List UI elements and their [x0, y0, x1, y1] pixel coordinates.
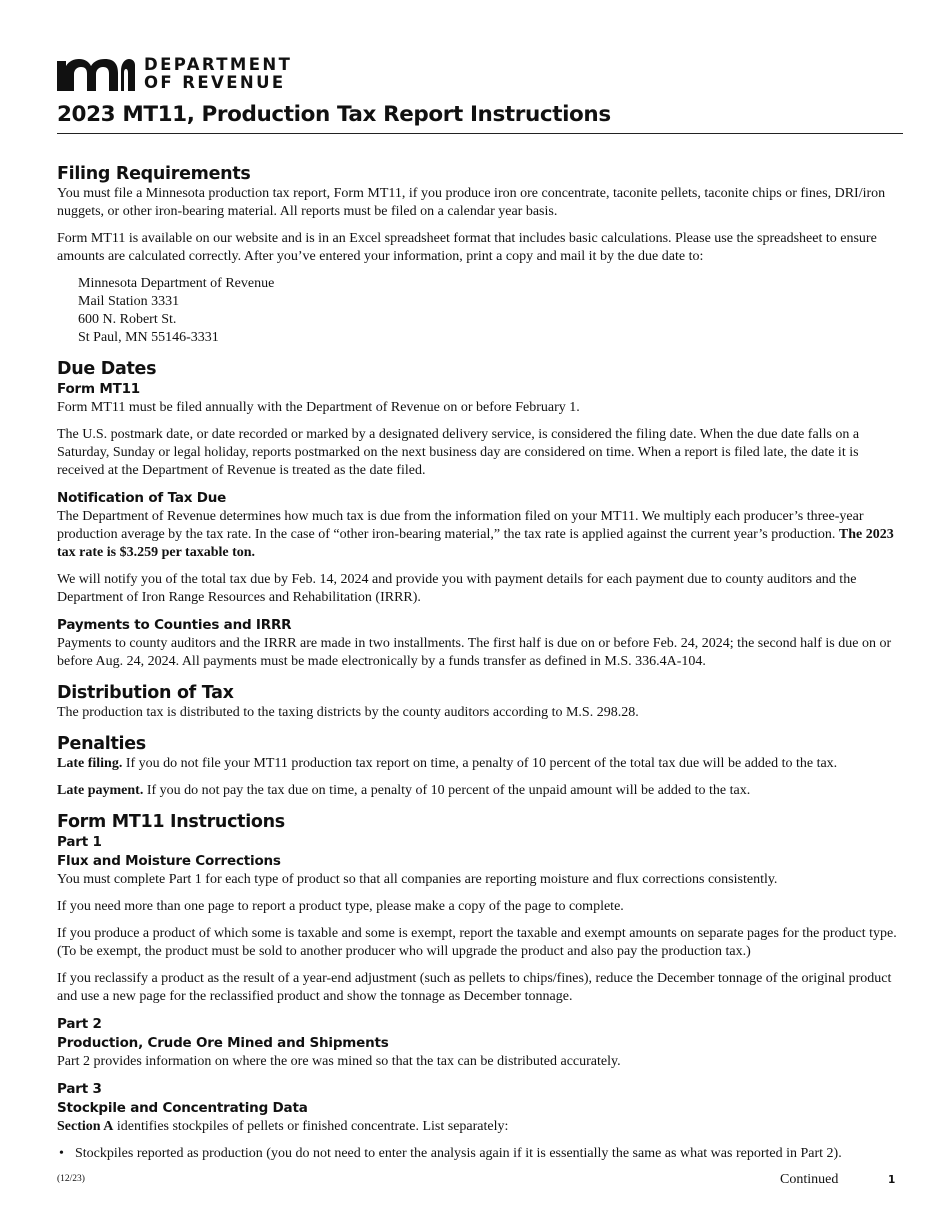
- due-paragraph-1: Form MT11 must be filed annually with the Department of Revenue on or before February 1.: [57, 400, 580, 415]
- instructions-section: [57, 811, 903, 1163]
- filing-paragraph-1: You must file a Minnesota production tax report, Form MT11, if you produce iron ore concentrate, taconite pellets, taconite chips or fines, DRI/iron nuggets, or other iron-bearing material. All reports must be filed on a calendar year basis.: [57, 186, 886, 219]
- address-line: St Paul, MN 55146-3331: [78, 330, 219, 345]
- part-1-paragraph-3: If you produce a product of which some is taxable and some is exempt, report the taxable and exempt amounts on separate pages for the product type. (To be exempt, the product must be sold to another producer who will upgrade the product and also pay the production tax.): [57, 926, 897, 959]
- part-1-paragraph-1: You must complete Part 1 for each type of product so that all companies are reporting moisture and flux corrections consistently.: [57, 872, 778, 887]
- section-a-label: Section A: [57, 1119, 114, 1134]
- page-number: 1: [888, 1174, 896, 1186]
- filing-requirements-section: [57, 163, 903, 347]
- late-payment-text: If you do not pay the tax due on time, a penalty of 10 percent of the unpaid amount will be added to the tax.: [143, 783, 751, 798]
- document-page: [57, 54, 903, 1163]
- due-dates-section: [57, 358, 903, 671]
- notification-text: The Department of Revenue determines how much tax is due from the information filed on your MT11. We multiply each producer’s three-year production average by the tax rate. In the case of “other iron-bearing material,” the tax rate is applied against the current year’s production.: [57, 509, 864, 542]
- instructions-heading: Form MT11 Instructions: [57, 812, 285, 832]
- document-title: 2023 MT11, Production Tax Report Instructions: [57, 102, 903, 134]
- late-filing-text: If you do not file your MT11 production tax report on time, a penalty of 10 percent of the total tax due will be added to the tax.: [122, 756, 838, 771]
- logo-line-2: OF REVENUE: [144, 73, 286, 92]
- section-a-text: identifies stockpiles of pellets or finished concentrate. List separately:: [113, 1119, 509, 1134]
- address-line: Minnesota Department of Revenue: [78, 276, 275, 291]
- distribution-paragraph: The production tax is distributed to the taxing districts by the county auditors according to M.S. 298.28.: [57, 705, 639, 720]
- payments-paragraph: Payments to county auditors and the IRRR are made in two installments. The first half is due on or before Feb. 24, 2024; the second half is due on or before Aug. 24, 2024. All payments must be made electronically by a funds transfer as defined in M.S. 336.4A-104.: [57, 636, 892, 669]
- part-1-heading: Part 1: [57, 834, 102, 850]
- part-3-subheading: Stockpile and Concentrating Data: [57, 1100, 308, 1116]
- address-line: 600 N. Robert St.: [78, 312, 177, 327]
- mn-logo-icon: [57, 57, 135, 91]
- due-dates-heading: Due Dates: [57, 359, 157, 379]
- continued-label: Continued: [780, 1172, 839, 1187]
- notification-paragraph-1: [57, 508, 903, 562]
- department-name: [144, 56, 292, 92]
- department-logo: [57, 54, 903, 94]
- part-2-subheading: Production, Crude Ore Mined and Shipments: [57, 1035, 389, 1051]
- revision-date: (12/23): [57, 1174, 85, 1184]
- late-payment-label: Late payment.: [57, 783, 144, 798]
- address-line: Mail Station 3331: [78, 294, 180, 309]
- part-2-paragraph: Part 2 provides information on where the ore was mined so that the tax can be distributed accurately.: [57, 1054, 621, 1069]
- payments-subheading: Payments to Counties and IRRR: [57, 617, 292, 633]
- distribution-heading: Distribution of Tax: [57, 683, 234, 703]
- part-1-subheading: Flux and Moisture Corrections: [57, 853, 281, 869]
- list-item: [57, 1145, 903, 1163]
- penalties-heading: Penalties: [57, 734, 146, 754]
- list-item-text: Stockpiles reported as production (you do not need to enter the analysis again if it is essentially the same as what was reported in Part 2).: [75, 1146, 842, 1161]
- filing-requirements-heading: Filing Requirements: [57, 164, 251, 184]
- mailing-address: [57, 275, 903, 347]
- form-mt11-subheading: Form MT11: [57, 381, 141, 397]
- penalties-section: [57, 733, 903, 800]
- tax-rate-text: The 2023 tax rate is $3.259 per taxable ton.: [57, 527, 894, 560]
- distribution-section: [57, 682, 903, 722]
- logo-line-1: DEPARTMENT: [144, 55, 293, 74]
- part-3-paragraph: [57, 1118, 903, 1136]
- filing-paragraph-2: Form MT11 is available on our website and is in an Excel spreadsheet format that includes basic calculations. Please use the spreadsheet to ensure amounts are calculated correctly. After you’ve entered your information, print a copy and mail it by the due date to:: [57, 231, 877, 264]
- part-3-heading: Part 3: [57, 1081, 102, 1097]
- due-paragraph-2: The U.S. postmark date, or date recorded or marked by a designated delivery service, is considered the filing date. When the due date falls on a Saturday, Sunday or legal holiday, reports postmarked on the next business day are considered on time. When a report is filed late, the date it is received at the Department of Revenue is treated as the date filed.: [57, 427, 860, 478]
- bullet-icon: •: [59, 1146, 64, 1161]
- part-2-heading: Part 2: [57, 1016, 102, 1032]
- late-filing-label: Late filing.: [57, 756, 123, 771]
- part-1-paragraph-2: If you need more than one page to report a product type, please make a copy of the page to complete.: [57, 899, 624, 914]
- notification-subheading: Notification of Tax Due: [57, 490, 227, 506]
- notification-paragraph-2: We will notify you of the total tax due by Feb. 14, 2024 and provide you with payment details for each payment due to county auditors and the Department of Iron Range Resources and Rehabilitation (IRRR).: [57, 572, 857, 605]
- late-filing-paragraph: [57, 755, 903, 773]
- part-1-paragraph-4: If you reclassify a product as the result of a year-end adjustment (such as pellets to chips/fines), reduce the December tonnage of the original product and use a new page for the reclassified product and show the tonnage as December tonnage.: [57, 971, 892, 1004]
- late-payment-paragraph: [57, 782, 903, 800]
